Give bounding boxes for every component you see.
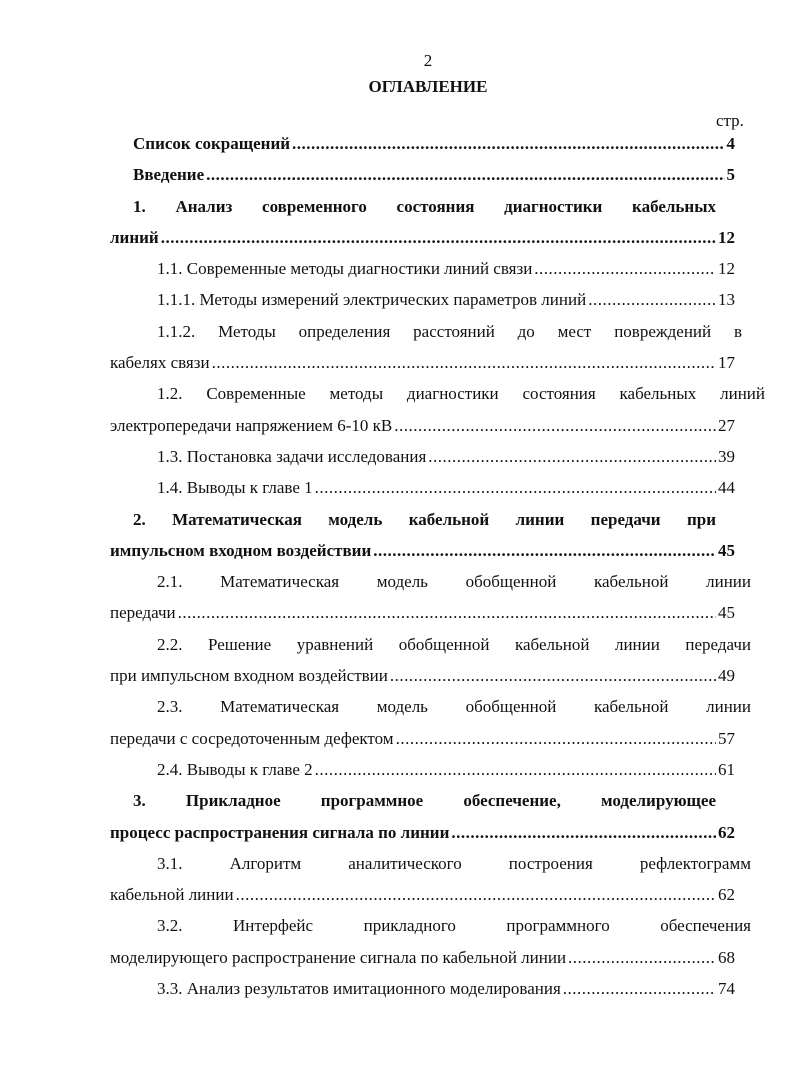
toc-entry-page: 17 [718, 353, 735, 373]
toc-entry[interactable] [110, 159, 735, 190]
toc-entry-title: передачи с сосредоточенным дефектом [110, 728, 394, 748]
toc-entry-page: 27 [718, 415, 735, 435]
toc-entry-title: линий [110, 227, 159, 247]
toc-entry-title-line: 2.3. Математическая модель обобщенной кабельной линии [157, 697, 751, 717]
toc-entry[interactable] [110, 754, 735, 785]
toc-entry-page: 61 [718, 759, 735, 779]
toc-entry-page: 68 [718, 947, 735, 967]
toc-entry-title: кабельной линии [110, 885, 234, 905]
dot-leader [532, 253, 716, 284]
toc-entry-leader-line [157, 472, 735, 503]
toc-entry[interactable] [110, 253, 735, 284]
dot-leader [176, 597, 716, 628]
toc-entry-leader-line [157, 973, 735, 1004]
toc-entry[interactable] [110, 504, 735, 567]
toc-entry[interactable] [110, 910, 751, 973]
toc-entry-title: при импульсном входном воздействии [110, 666, 388, 686]
toc-entry-title-line: 3.2. Интерфейс прикладного программного обеспечения [157, 916, 751, 936]
toc-entry-title-line: 2. Математическая модель кабельной линии передачи при [133, 509, 716, 529]
toc-entry-leader-line [110, 660, 735, 691]
toc-entry-leader-line [157, 284, 735, 315]
toc-entry-title: 1.1. Современные методы диагностики линий связи [157, 259, 533, 279]
toc-entry-leader-line [133, 128, 735, 159]
toc-entry-title: Список сокращений [133, 134, 291, 153]
toc-entry-title-line: 1.2. Современные методы диагностики состояния кабельных линий [157, 384, 765, 404]
toc-entry-title-line: 2.2. Решение уравнений обобщенной кабельной линии передачи [157, 634, 751, 654]
dot-leader [313, 472, 716, 503]
toc-entry-title: кабелях связи [110, 353, 210, 373]
toc-entry[interactable] [110, 284, 735, 315]
dot-leader [210, 347, 716, 378]
toc-entry-leader-line [110, 222, 735, 253]
toc-entry-title: 1.1.1. Методы измерений электрических параметров линий [157, 290, 587, 310]
toc-entry-leader-line [157, 253, 735, 284]
toc-entry-page: 74 [718, 979, 735, 999]
toc-entry-page: 62 [718, 822, 735, 842]
dot-leader [586, 284, 716, 315]
toc-entry-page: 45 [718, 603, 735, 623]
toc-entry-leader-line [110, 347, 735, 378]
toc-entry-leader-line [157, 754, 735, 785]
dot-leader [371, 535, 716, 566]
dot-leader [392, 410, 716, 441]
toc-entry-page: 12 [718, 227, 735, 247]
toc-entry-page: 39 [718, 446, 735, 466]
toc-entry-title: импульсном входном воздействии [110, 540, 372, 560]
dot-leader [426, 441, 716, 472]
dot-leader [394, 723, 716, 754]
toc-entry-leader-line [110, 410, 735, 441]
toc-entry-leader-line [110, 535, 735, 566]
toc-entry[interactable] [110, 691, 751, 754]
toc-entry-leader-line [110, 942, 735, 973]
toc-entry-title: 3.3. Анализ результатов имитационного моделирования [157, 979, 561, 999]
toc-entry-title-line: 3.1. Алгоритм аналитического построения рефлектограмм [157, 853, 751, 873]
dot-leader [204, 159, 724, 190]
toc-entry-title-line: 3. Прикладное программное обеспечение, моделирующее [133, 791, 716, 811]
dot-leader [388, 660, 716, 691]
table-of-contents [110, 128, 765, 1004]
dot-leader [566, 942, 716, 973]
dot-leader [561, 973, 716, 1004]
toc-entry-page: 44 [718, 478, 735, 498]
toc-entry[interactable] [110, 441, 735, 472]
toc-entry-title-line: 2.1. Математическая модель обобщенной кабельной линии [157, 572, 751, 592]
dot-leader [234, 879, 716, 910]
toc-entry[interactable] [110, 472, 735, 503]
dot-leader [290, 128, 724, 159]
toc-entry-leader-line [110, 817, 735, 848]
toc-entry-title: электропередачи напряжением 6-10 кВ [110, 415, 393, 435]
toc-entry[interactable] [110, 378, 765, 441]
page-number: 2 [423, 51, 433, 70]
toc-entry[interactable] [110, 566, 751, 629]
toc-entry-page: 49 [718, 666, 735, 686]
toc-entry-leader-line [110, 597, 735, 628]
toc-entry-title: процесс распространения сигнала по линии [110, 822, 450, 842]
toc-entry-leader-line [133, 159, 735, 190]
toc-entry-title: Введение [133, 165, 205, 185]
toc-entry-page: 12 [718, 259, 735, 279]
toc-entry-title: моделирующего распространение сигнала по кабельной линии [110, 947, 567, 967]
toc-entry-page: 57 [718, 728, 735, 748]
dot-leader [449, 817, 716, 848]
toc-entry-page: 13 [718, 290, 735, 310]
toc-entry-title: 2.4. Выводы к главе 2 [157, 759, 313, 779]
page-column-label: стр. [716, 111, 744, 130]
toc-entry[interactable] [110, 191, 735, 254]
toc-entry-title: передачи [110, 603, 176, 623]
toc-entry[interactable] [110, 785, 735, 848]
page-title: ОГЛАВЛЕНИЕ [368, 77, 488, 96]
dot-leader [159, 222, 716, 253]
toc-entry-page: 45 [718, 540, 735, 560]
toc-entry-leader-line [110, 723, 735, 754]
toc-entry[interactable] [110, 973, 735, 1004]
toc-entry[interactable] [110, 316, 742, 379]
toc-entry-title-line: 1.1.2. Методы определения расстояний до мест повреждений в [157, 321, 742, 341]
toc-entry[interactable] [110, 848, 751, 911]
dot-leader [313, 754, 716, 785]
toc-entry-page: 4 [726, 134, 735, 153]
toc-entry-page: 5 [726, 165, 735, 185]
toc-entry-leader-line [157, 441, 735, 472]
toc-entry-title: 1.4. Выводы к главе 1 [157, 478, 313, 498]
toc-entry[interactable] [110, 128, 735, 159]
toc-entry-page: 62 [718, 885, 735, 905]
toc-entry-leader-line [110, 879, 735, 910]
toc-entry-title: 1.3. Постановка задачи исследования [157, 446, 427, 466]
toc-entry-title-line: 1. Анализ современного состояния диагностики кабельных [133, 196, 716, 216]
toc-entry[interactable] [110, 629, 751, 692]
